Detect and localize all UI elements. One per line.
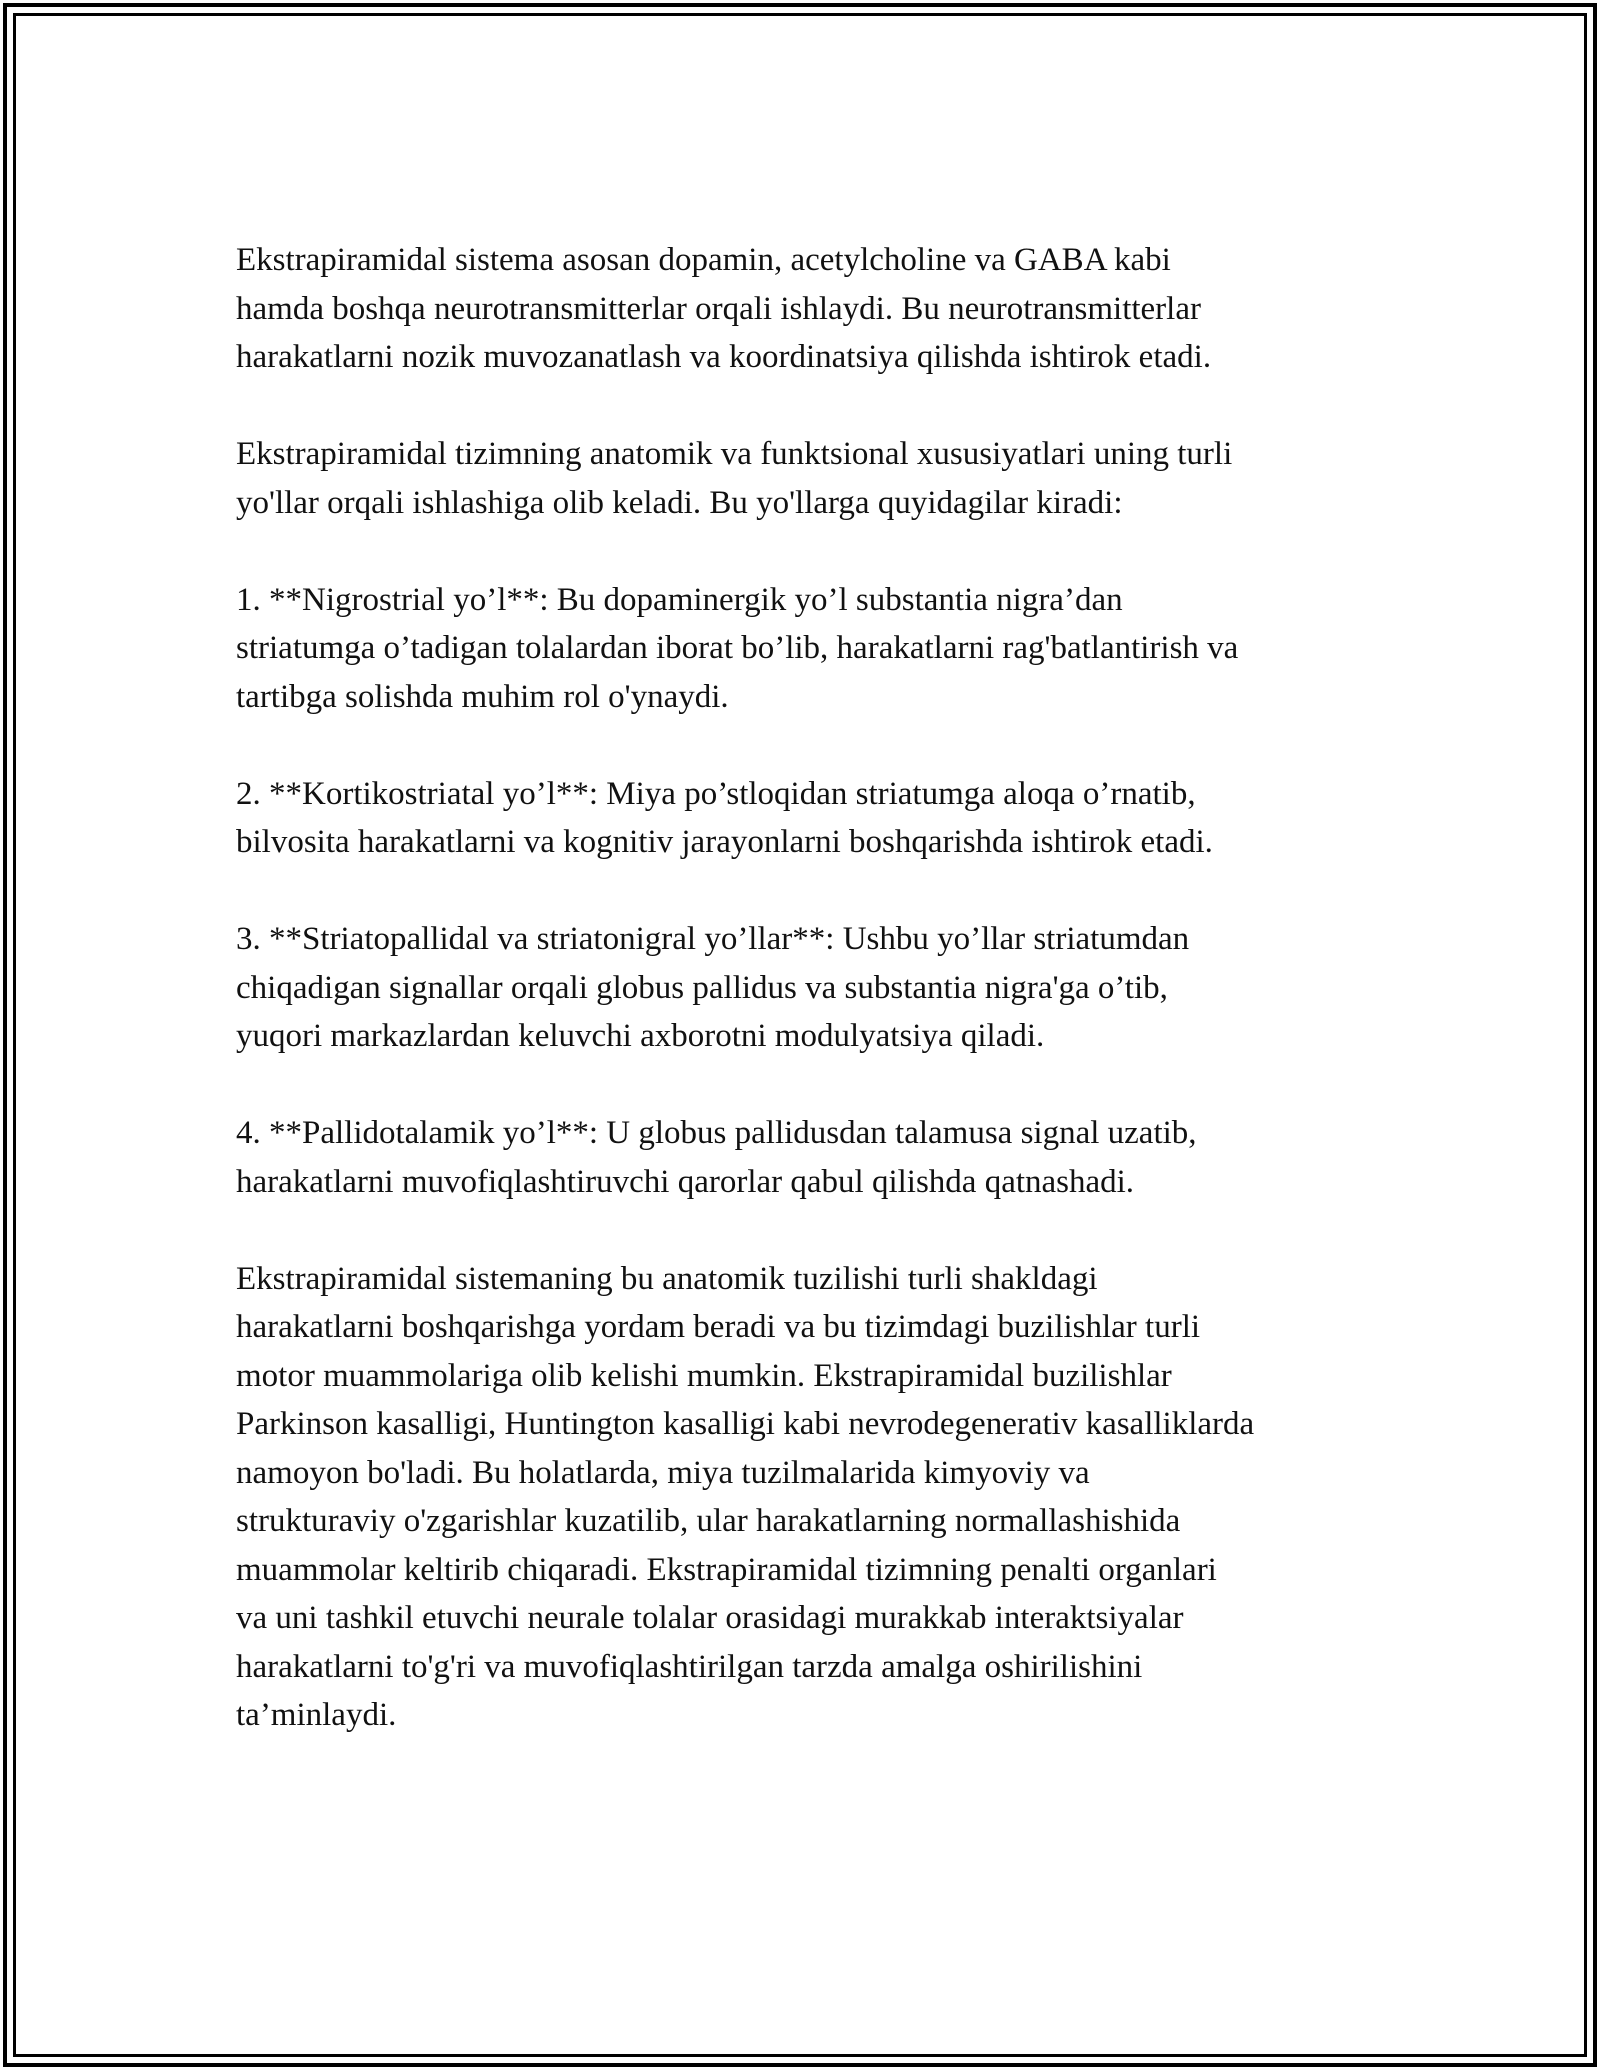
document-body	[236, 236, 1416, 1788]
list-item-nigrostrial: 1. **Nigrostrial yo’l**: Bu dopaminergik yo’l substantia nigra’dan striatumga o’tadigan tolalardan iborat bo’lib, harakatlarni rag'batlantirish va tartibga solishda muhim rol o'ynaydi.	[236, 581, 1239, 715]
paragraph-intro: Ekstrapiramidal sistema asosan dopamin, acetylcholine va GABA kabi hamda boshqa neurotransmitterlar orqali ishlaydi. Bu neurotransmitterlar harakatlarni nozik muvozanatlash va koordinatsiya qilishda ishtirok etadi.	[236, 242, 1212, 375]
paragraph-pathways-intro: Ekstrapiramidal tizimning anatomik va funktsional xususiyatlari uning turli yo'llar orqali ishlashiga olib keladi. Bu yo'llarga quyidagilar kiradi:	[236, 436, 1233, 521]
paragraph-conclusion: Ekstrapiramidal sistemaning bu anatomik tuzilishi turli shakldagi harakatlarni boshqarishga yordam beradi va bu tizimdagi buzilishlar turli motor muammolariga olib kelishi mumkin. Ekstrapiramidal buzilishlar Parkinson kasalligi, Huntington kasalligi kabi nevrodegenerativ kasalliklarda namoyon bo'ladi. Bu holatlarda, miya tuzilmalarida kimyoviy va strukturaviy o'zgarishlar kuzatilib, ular harakatlarning normallashishida muammolar keltirib chiqaradi. Ekstrapiramidal tizimning penalti organlari va uni tashkil etuvchi neurale tolalar orasidagi murakkab interaktsiyalar harakatlarni to'g'ri va muvofiqlashtirilgan tarzda amalga oshirilishini ta’minlaydi.	[236, 1260, 1255, 1733]
list-item-pallidotalamik: 4. **Pallidotalamik yo’l**: U globus pallidusdan talamusa signal uzatib, harakatlarni muvofiqlashtiruvchi qarorlar qabul qilishda qatnashadi.	[236, 1115, 1197, 1200]
list-item-kortikostriatal: 2. **Kortikostriatal yo’l**: Miya po’stloqidan striatumga aloqa o’rnatib, bilvosita harakatlarni va kognitiv jarayonlarni boshqarishda ishtirok etadi.	[236, 775, 1213, 860]
list-item-striatopallidal: 3. **Striatopallidal va striatonigral yo’llar**: Ushbu yo’llar striatumdan chiqadigan signallar orqali globus pallidus va substantia nigra'ga o’tib, yuqori markazlardan keluvchi axborotni modulyatsiya qiladi.	[236, 921, 1190, 1054]
